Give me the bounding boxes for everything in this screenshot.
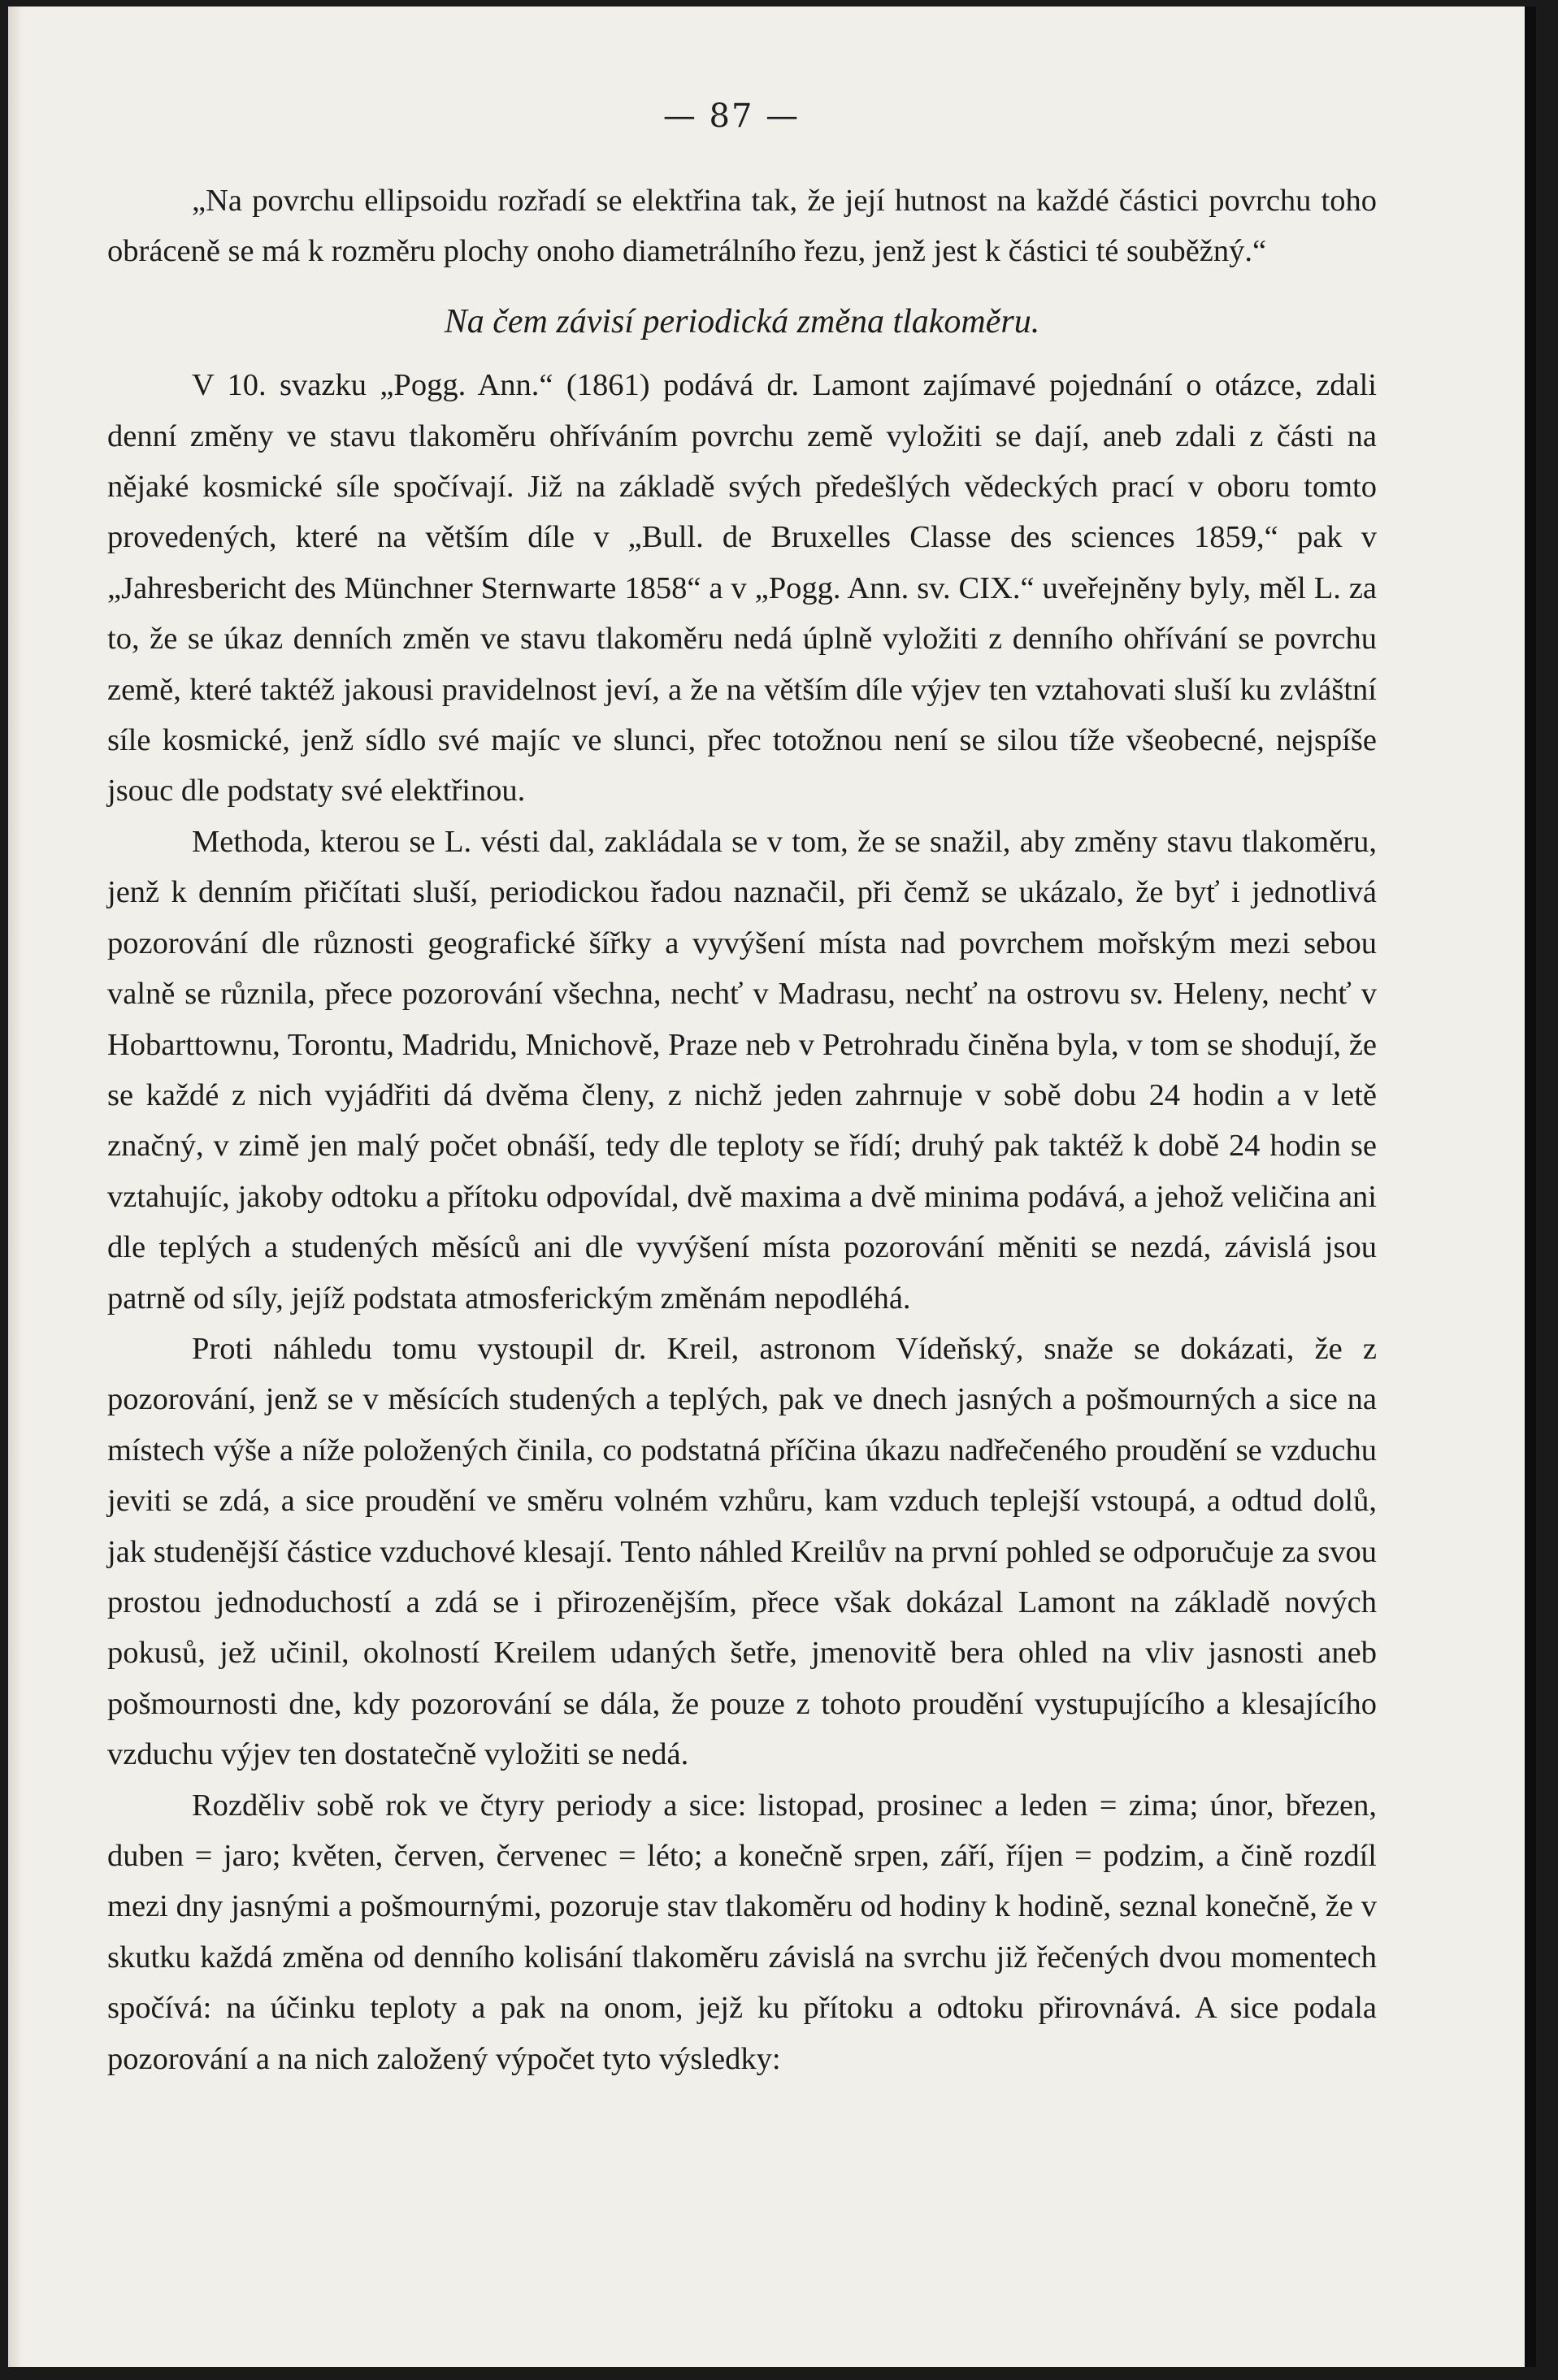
scanned-page	[8, 7, 1536, 2367]
section-heading: Na čem závisí periodická změna tlakoměru.	[444, 302, 1040, 340]
paragraph-quote: „Na povrchu ellipsoidu rozřadí se elektřina tak, že její hutnost na každé částici povrchu toho obráceně se má k rozměru plochy onoho diametrálního řezu, jenž jest k částici té souběžný.“	[107, 184, 1377, 269]
page-edge-shadow	[8, 7, 23, 2367]
page-body	[107, 176, 1377, 2084]
paragraph-lamont: V 10. svazku „Pogg. Ann.“ (1861) podává dr. Lamont zajímavé pojednání o otázce, zdali denní změny ve stavu tlakoměru ohříváním povrchu země vyložiti se dají, aneb zdali z části na nějaké kosmické síle spočívají. Již na základě svých předešlých vědeckých prací v oboru tomto provedených, které na větším díle v „Bull. de Bruxelles Classe des sciences 1859,“ pak v „Jahresbericht des Münchner Sternwarte 1858“ a v „Pogg. Ann. sv. CIX.“ uveřejněny byly, měl L. za to, že se úkaz denních změn ve stavu tlakoměru nedá úplně vyložiti z denního ohřívání se povrchu země, které taktéž jakousi pravidelnost jeví, a že na větším díle výjev ten vztahovati sluší ku zvláštní síle kosmické, jenž sídlo své majíc ve slunci, přec totožnou není se silou tíže všeobecné, nejspíše jsouc dle podstaty své elektřinou.	[107, 368, 1377, 809]
page-number: — 87 —	[662, 98, 801, 135]
paragraph-periods: Rozděliv sobě rok ve čtyry periody a sice: listopad, prosinec a leden = zima; únor, březen, duben = jaro; květen, červen, červenec = léto; a konečně srpen, září, říjen = podzim, a čině rozdíl mezi dny jasnými a pošmournými, pozoruje stav tlakoměru od hodiny k hodině, seznal konečně, že v skutku každá změna od denního kolisání tlakoměru závislá na svrchu již řečených dvou momentech spočívá: na účinku teploty a pak na onom, jejž ku přítoku a odtoku přirovnává. A sice podala pozorování a na nich založený výpočet tyto výsledky:	[107, 1788, 1377, 2076]
paragraph-kreil: Proti náhledu tomu vystoupil dr. Kreil, astronom Vídeňský, snaže se dokázati, že z pozorování, jenž se v měsících studených a teplých, pak ve dnech jasných a pošmourných a sice na místech výše a níže položených činila, co podstatná příčina úkazu nadřečeného proudění se vzduchu jeviti se zdá, a sice proudění ve směru volném vzhůru, kam vzduch teplejší vstoupá, a odtud dolů, jak studenější částice vzduchové klesají. Tento náhled Kreilův na první pohled se odporučuje za svou prostou jednoduchostí a zdá se i přirozenějším, přece však dokázal Lamont na základě nových pokusů, jež učinil, okolností Kreilem udaných šetře, jmenovitě bera ohled na vliv jasnosti aneb pošmournosti dne, kdy pozorování se dála, že pouze z tohoto proudění vystupujícího a klesajícího vzduchu výjev ten dostatečně vyložiti se nedá.	[107, 1331, 1377, 1772]
paragraph-methoda: Methoda, kterou se L. vésti dal, zakládala se v tom, že se snažil, aby změny stavu tlakoměru, jenž k denním přičítati sluší, periodickou řadou naznačil, při čemž se ukázalo, že byť i jednotlivá pozorování dle různosti geografické šířky a vyvýšení místa nad povrchem mořským mezi sebou valně se různila, přece pozorování všechna, nechť v Madrasu, nechť na ostrovu sv. Heleny, nechť v Hobarttownu, Torontu, Madridu, Mnichově, Praze neb v Petrohradu činěna byla, v tom se shodují, že se každé z nich vyjádřiti dá dvěma členy, z nichž jeden zahrnuje v sobě dobu 24 hodin a v letě značný, v zimě jen malý počet obnáší, tedy dle teploty se řídí; druhý pak taktéž k době 24 hodin se vztahujíc, jakoby odtoku a přítoku odpovídal, dvě maxima a dvě minima podává, a jehož veličina ani dle teplých a studených měsíců ani dle vyvýšení místa pozorování měniti se nezdá, závislá jsou patrně od síly, jejíž podstata atmosferickým změnám nepodléhá.	[107, 824, 1377, 1316]
